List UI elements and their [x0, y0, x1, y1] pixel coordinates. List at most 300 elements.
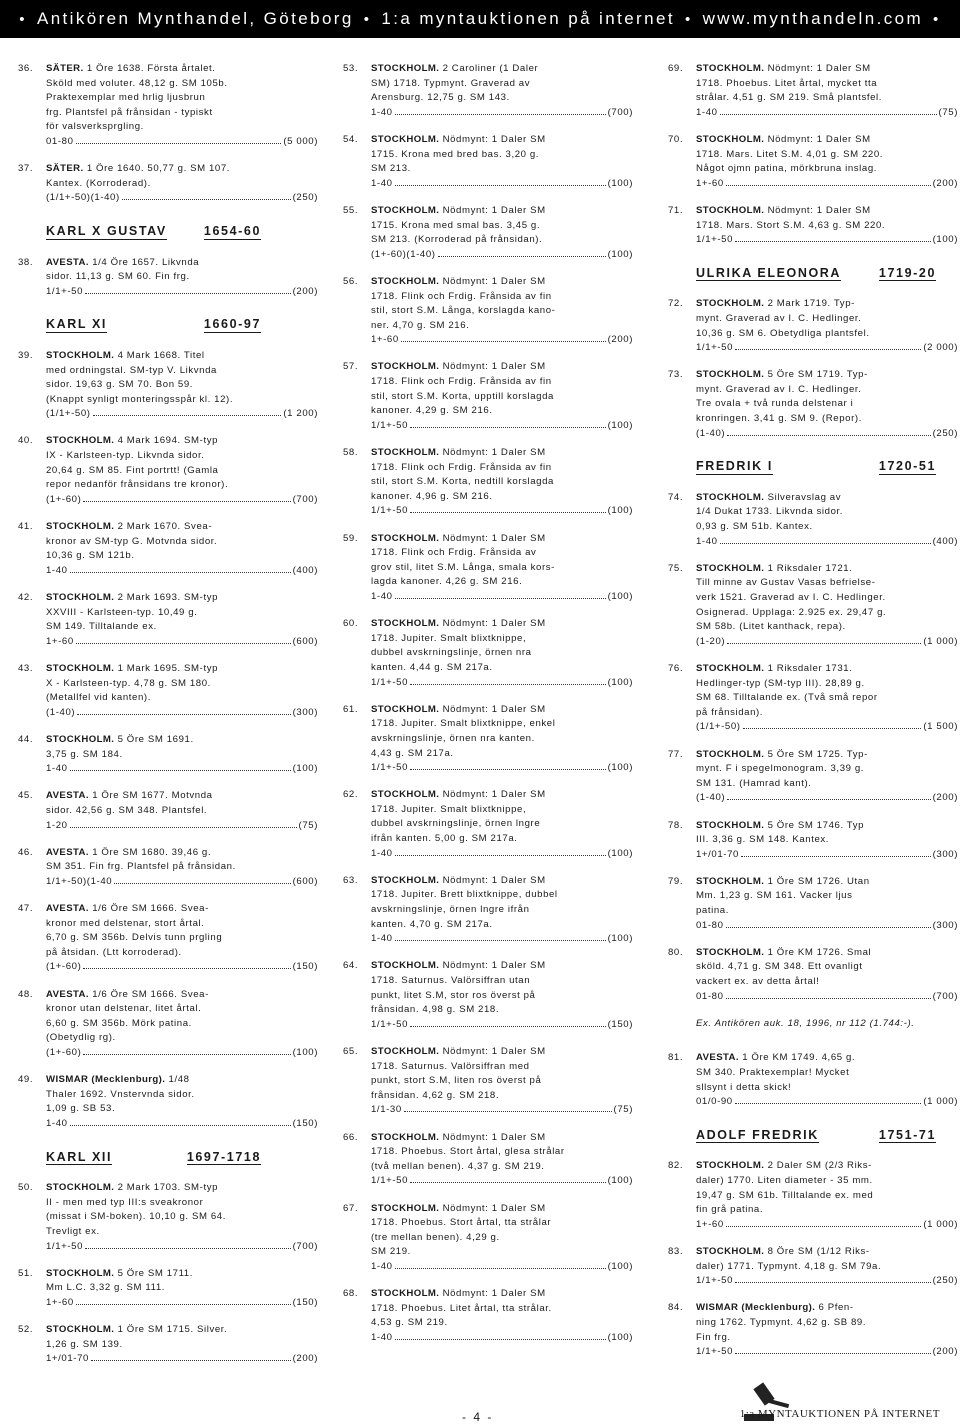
lot-line — [46, 662, 318, 677]
lot-grade: 1-40 — [371, 847, 393, 859]
lot-line: punkt, litet S.M, stor ros överst på — [371, 989, 536, 1001]
lot-entry[interactable] — [343, 703, 633, 776]
lot-description — [46, 520, 318, 578]
lot-number: 84. — [668, 1302, 684, 1314]
lot-grade-estimate — [696, 1274, 958, 1289]
lot-grade-estimate — [46, 285, 318, 300]
lot-estimate: (300) — [292, 706, 318, 718]
lot-entry[interactable] — [18, 1181, 318, 1254]
reign-title: KARL X GUSTAV — [46, 223, 167, 238]
lot-estimate: (100) — [607, 1260, 633, 1272]
page-number: - 4 - — [462, 1410, 494, 1424]
lot-mint: STOCKHOLM. — [371, 63, 440, 74]
lot-line — [696, 368, 958, 383]
lot-line — [696, 133, 958, 148]
lot-grade: (1-40) — [46, 706, 76, 718]
dot-leader — [720, 113, 937, 115]
lot-mint: STOCKHOLM. — [46, 733, 115, 745]
lot-grade: 1/1+-50 — [371, 419, 409, 431]
lot-line — [46, 1267, 318, 1282]
lot-line: stil, stort S.M. Korta, nedtill korslagda — [371, 476, 554, 488]
lot-line: 1718. Jupiter. Smalt blixtknippe, — [371, 632, 527, 644]
lot-description — [371, 1045, 633, 1118]
lot-line — [46, 902, 318, 917]
lot-line: repor nedanför frånsidans tre kronor). — [46, 479, 229, 491]
lot-mint: AVESTA. — [46, 790, 89, 802]
lot-entry[interactable] — [343, 959, 633, 1032]
lot-description — [371, 617, 633, 690]
lot-text: 5 Öre SM 1711. — [117, 1267, 194, 1279]
lot-description — [696, 946, 958, 1004]
dot-leader — [85, 292, 291, 294]
bullet: • — [19, 10, 27, 28]
lot-line: kanoner. 4,96 g. SM 216. — [371, 490, 493, 502]
lot-number: 73. — [668, 369, 684, 381]
lot-estimate: (1 000) — [923, 1096, 958, 1108]
lot-entry[interactable] — [668, 875, 958, 933]
lot-entry[interactable] — [343, 617, 633, 690]
lot-line: IX - Karlsteen-typ. Likvnda sidor. — [46, 450, 205, 462]
lot-number: 77. — [668, 748, 684, 760]
lot-line — [46, 349, 318, 364]
lot-grade: 01-80 — [696, 990, 724, 1002]
dot-leader — [91, 1359, 291, 1361]
lot-estimate: (700) — [292, 493, 318, 505]
lot-entry[interactable] — [343, 360, 633, 433]
lot-line: frånsidan. 4,98 g. SM 218. — [371, 1004, 500, 1016]
lot-line: 1718. Phoebus. Litet årtal, tta strålar. — [371, 1302, 552, 1314]
bullet: • — [363, 10, 372, 28]
lot-mint: AVESTA. — [46, 988, 89, 1000]
lot-line: III. 3,36 g. SM 148. Kantex. — [696, 834, 830, 846]
lot-grade-estimate — [371, 1103, 633, 1118]
lot-line: 1718. Flink och Frdig. Frånsida av fin — [371, 461, 552, 473]
lot-text: 1 Öre SM 1726. Utan — [767, 875, 870, 887]
lot-entry[interactable] — [18, 1073, 318, 1131]
lot-description — [696, 62, 958, 120]
lot-text: Nödmynt: 1 Daler SM — [442, 1288, 546, 1300]
lot-line: SM 68. Tilltalande ex. (Två små repor — [696, 692, 878, 704]
lot-grade-estimate — [696, 341, 958, 356]
lot-grade-estimate — [46, 135, 318, 150]
lot-grade-estimate — [696, 177, 958, 192]
lot-text: 1 Mark 1695. SM-typ — [117, 662, 219, 674]
lot-grade: 1-40 — [696, 535, 718, 547]
lot-line: SM 149. Tilltalande ex. — [46, 621, 157, 633]
lot-estimate: (100) — [607, 419, 633, 431]
lot-entry[interactable] — [668, 1159, 958, 1232]
lot-grade-estimate — [371, 1331, 633, 1346]
lot-number: 63. — [343, 874, 359, 886]
lot-text: Nödmynt: 1 Daler SM — [442, 874, 546, 886]
reign-heading — [696, 266, 936, 282]
lot-entry[interactable] — [343, 204, 633, 262]
lot-grade: 1+/01-70 — [696, 848, 739, 860]
lot-line: (två mellan benen). 4,37 g. SM 219. — [371, 1160, 545, 1172]
lot-entry[interactable] — [668, 562, 958, 650]
lot-grade: 1/1+-50 — [371, 676, 409, 688]
dot-leader — [83, 500, 290, 502]
dot-leader — [727, 434, 930, 436]
lot-line — [696, 946, 958, 961]
lot-grade: 1-40 — [371, 106, 393, 118]
lot-text: Nödmynt: 1 Daler SM — [442, 1045, 546, 1057]
lot-line: frånsidan. 4,62 g. SM 218. — [371, 1089, 500, 1101]
lot-grade: 01-80 — [696, 919, 724, 931]
lot-text: 1 Öre SM 1677. Motvnda — [92, 790, 213, 802]
lot-entry[interactable] — [343, 874, 633, 947]
lot-mint: STOCKHOLM. — [371, 1131, 440, 1143]
dot-leader — [735, 1281, 931, 1283]
lot-description — [371, 1202, 633, 1275]
lot-line — [371, 275, 633, 290]
reign-title: ULRIKA ELEONORA — [696, 265, 842, 280]
lot-text: 2 Caroliner (1 Daler — [442, 63, 539, 74]
lot-description — [46, 434, 318, 507]
dot-leader — [726, 184, 931, 186]
lot-grade: 1/1+-50 — [696, 234, 734, 246]
lot-line: verk 1521. Graverad av I. C. Hedlinger. — [696, 592, 886, 603]
lot-line: 3,75 g. SM 184. — [46, 748, 123, 760]
lot-entry[interactable] — [343, 1131, 633, 1189]
lot-grade: 1-40 — [46, 1117, 68, 1129]
lot-text: Nödmynt: 1 Daler SM — [442, 532, 546, 544]
lot-grade: (1+-60) — [46, 493, 82, 505]
lot-grade: 1/1+-50 — [371, 762, 409, 774]
lot-entry[interactable] — [343, 446, 633, 519]
lot-entry[interactable] — [343, 275, 633, 348]
lot-line: sköld. 4,71 g. SM 348. Ett ovanligt — [696, 961, 863, 973]
lot-text: Nödmynt: 1 Daler SM — [442, 1202, 546, 1214]
lot-line: 1718. Jupiter. Smalt blixtknippe, enkel — [371, 718, 556, 730]
lot-entry[interactable] — [343, 1045, 633, 1118]
dot-leader — [76, 142, 282, 144]
lot-mint: STOCKHOLM. — [371, 1202, 440, 1214]
dot-leader — [83, 967, 290, 969]
lot-entry[interactable] — [343, 1287, 633, 1345]
lot-grade-estimate — [696, 848, 958, 863]
lot-mint: STOCKHOLM. — [46, 592, 115, 603]
lot-number: 78. — [668, 819, 684, 831]
lot-number: 43. — [18, 662, 34, 674]
banner-website[interactable]: www.mynthandeln.com — [702, 9, 924, 28]
lot-description — [46, 62, 318, 150]
lot-number: 55. — [343, 204, 359, 216]
lot-line: 20,64 g. SM 85. Fint portrtt! (Gamla — [46, 464, 219, 476]
lot-text: 1 Riksdaler 1731. — [767, 662, 853, 674]
lot-text: Nödmynt: 1 Daler SM — [442, 361, 546, 373]
lot-description — [46, 1323, 318, 1367]
lot-number: 66. — [343, 1131, 359, 1143]
lot-grade-estimate — [696, 919, 958, 934]
lot-line: Kantex. (Korroderad). — [46, 177, 151, 189]
lot-entry[interactable] — [18, 520, 318, 578]
lot-estimate: (150) — [292, 1296, 318, 1308]
lot-entry[interactable] — [18, 256, 318, 300]
lot-mint: STOCKHOLM. — [696, 491, 765, 503]
lot-entry[interactable] — [343, 788, 633, 861]
lot-description — [46, 1267, 318, 1311]
lot-line: (Metallfel vid kanten). — [46, 692, 151, 704]
lot-line — [371, 703, 633, 718]
lot-entry[interactable] — [668, 662, 958, 735]
dot-leader — [727, 798, 930, 800]
lot-entry[interactable] — [668, 1301, 958, 1359]
lot-line — [46, 434, 318, 449]
lot-line: daler) 1770. Liten diameter - 35 mm. — [696, 1174, 873, 1186]
reign-years: 1720-51 — [878, 459, 936, 474]
banner-shop-name: Antikören Mynthandel, Göteborg — [36, 9, 354, 28]
lot-line: ifrån kanten. 5,00 g. SM 217a. — [371, 833, 518, 845]
lot-estimate: (100) — [607, 847, 633, 859]
bullet: • — [933, 10, 941, 28]
lot-text: Silveravslag av — [767, 491, 842, 503]
dot-leader — [122, 198, 291, 200]
lot-entry[interactable] — [18, 349, 318, 422]
lot-line: 6,60 g. SM 356b. Mörk patina. — [46, 1017, 192, 1029]
lot-number: 60. — [343, 618, 359, 630]
lot-mint: STOCKHOLM. — [371, 275, 440, 287]
lot-line — [696, 562, 958, 577]
lot-line: Tre ovala + två runda delstenar i — [696, 398, 854, 410]
lot-number: 76. — [668, 662, 684, 674]
lot-entry[interactable] — [668, 297, 958, 355]
lot-entry[interactable] — [668, 748, 958, 806]
lot-estimate: (100) — [607, 676, 633, 688]
lot-text: 6 Pfen- — [818, 1302, 854, 1314]
dot-leader — [743, 727, 922, 729]
lot-number: 46. — [18, 846, 34, 858]
dot-leader — [727, 642, 921, 644]
lot-entry[interactable] — [668, 491, 958, 549]
lot-description — [371, 204, 633, 262]
lot-entry[interactable] — [343, 1202, 633, 1275]
lot-grade-estimate — [371, 932, 633, 947]
lot-number: 56. — [343, 275, 359, 287]
lot-line: kronor med delstenar, stort årtal. — [46, 917, 205, 929]
lot-line: SM 58b. (Litet kanthack, repa). — [696, 621, 846, 633]
lot-entry[interactable] — [18, 846, 318, 890]
lot-line: kronor utan delstenar, litet årtal. — [46, 1003, 202, 1015]
lot-number: 70. — [668, 133, 684, 145]
lot-description — [371, 275, 633, 348]
lot-estimate: (250) — [292, 192, 318, 204]
lot-line: 1715. Krona med smal bas. 3,45 g. — [371, 219, 541, 231]
lot-text: Nödmynt: 1 Daler SM — [767, 204, 871, 216]
dot-leader — [76, 642, 291, 644]
lot-entry[interactable] — [668, 1051, 958, 1109]
lot-grade: 1/1+-50 — [46, 285, 84, 297]
lot-grade-estimate — [46, 407, 318, 422]
lot-entry[interactable] — [18, 62, 318, 150]
dot-leader — [410, 1181, 606, 1183]
lot-line: frg. Plantsfel på frånsidan - typiskt — [46, 106, 213, 118]
lot-entry[interactable] — [343, 62, 633, 120]
lot-mint: SÄTER. — [46, 63, 84, 74]
lot-entry[interactable] — [18, 162, 318, 206]
lot-line — [371, 1202, 633, 1217]
lot-grade: 01/0-90 — [696, 1096, 733, 1108]
lot-entry[interactable] — [668, 819, 958, 863]
lot-entry[interactable] — [668, 368, 958, 441]
lot-grade-estimate — [696, 427, 958, 442]
lot-number: 80. — [668, 946, 684, 958]
bullet: • — [684, 10, 693, 28]
lot-text: 1 Öre SM 1715. Silver. — [117, 1324, 228, 1336]
lot-description — [46, 256, 318, 300]
lot-grade-estimate — [46, 493, 318, 508]
lot-entry[interactable] — [18, 902, 318, 975]
lot-text: Nödmynt: 1 Daler SM — [442, 204, 546, 216]
lot-line: II - men med typ III:s sveakronor — [46, 1196, 204, 1208]
lot-entry[interactable] — [18, 733, 318, 777]
lot-line: Mm. 1,23 g. SM 161. Vacker ljus — [696, 890, 853, 902]
lot-entry[interactable] — [18, 1267, 318, 1311]
lot-description — [696, 491, 958, 549]
lot-number: 41. — [18, 521, 34, 533]
dot-leader — [85, 1247, 291, 1249]
lot-number: 69. — [668, 63, 684, 74]
lot-entry[interactable] — [18, 1323, 318, 1367]
lot-grade-estimate — [371, 590, 633, 605]
lot-line: ning 1762. Typmynt. 4,62 g. SB 89. — [696, 1316, 867, 1328]
lot-mint: STOCKHOLM. — [371, 618, 440, 630]
lot-grade-estimate — [46, 706, 318, 721]
lot-entry[interactable] — [668, 133, 958, 191]
lot-grade: 1+-60 — [46, 1296, 74, 1308]
lot-line: 19,47 g. SM 61b. Tilltalande ex. med — [696, 1189, 874, 1201]
lot-line — [371, 874, 633, 889]
lot-estimate: (600) — [292, 635, 318, 647]
lot-text: 1 Riksdaler 1721. — [767, 562, 853, 574]
lot-entry[interactable] — [668, 946, 958, 1004]
lot-number: 50. — [18, 1182, 34, 1194]
lot-mint: AVESTA. — [46, 846, 89, 858]
lot-line: Thaler 1692. Vnstervnda sidor. — [46, 1088, 195, 1100]
lot-grade-estimate — [371, 419, 633, 434]
dot-leader — [735, 240, 931, 242]
lot-description — [371, 62, 633, 120]
lot-number: 62. — [343, 789, 359, 801]
lot-entry[interactable] — [18, 591, 318, 649]
lot-entry[interactable] — [18, 434, 318, 507]
lot-line — [371, 1045, 633, 1060]
lot-line — [46, 846, 318, 861]
dot-leader — [438, 255, 606, 257]
lot-line: 1718. Phoebus. Stort årtal, glesa strålar — [371, 1146, 565, 1158]
lot-mint: STOCKHOLM. — [696, 204, 765, 216]
lot-line — [46, 591, 318, 606]
lot-entry[interactable] — [668, 204, 958, 248]
lot-line: avskrningslinje, örnen nra kanten. — [371, 732, 535, 744]
lot-line — [46, 256, 318, 271]
lot-line: 6,70 g. SM 356b. Delvis tunn prgling — [46, 932, 223, 944]
lot-line: Fin frg. — [696, 1331, 731, 1343]
dot-leader — [395, 939, 606, 941]
lot-grade: (1-20) — [696, 635, 726, 647]
lot-grade-estimate — [696, 635, 958, 650]
lot-grade: 1/1+-50 — [371, 1175, 409, 1187]
lot-text: Nödmynt: 1 Daler SM — [767, 63, 871, 74]
lot-number: 72. — [668, 298, 684, 310]
lot-grade-estimate — [46, 191, 318, 206]
lot-estimate: (400) — [932, 535, 958, 547]
lot-description — [371, 532, 633, 605]
lot-line: SM 219. — [371, 1246, 411, 1258]
dot-leader — [395, 184, 606, 186]
lot-grade-estimate — [696, 535, 958, 550]
lot-line — [371, 788, 633, 803]
lot-estimate: (100) — [607, 933, 633, 945]
lot-estimate: (300) — [932, 919, 958, 931]
lot-entry[interactable] — [343, 532, 633, 605]
lot-description — [46, 1181, 318, 1254]
lot-description — [371, 1287, 633, 1345]
lot-line: 1718. Flink och Frdig. Frånsida av fin — [371, 290, 552, 302]
lot-entry[interactable] — [668, 62, 958, 120]
lot-line — [696, 204, 958, 219]
lot-text: Nödmynt: 1 Daler SM — [442, 703, 546, 715]
lot-grade: 1-40 — [371, 1331, 393, 1343]
dot-leader — [726, 997, 931, 999]
lot-entry[interactable] — [18, 662, 318, 720]
reign-years: 1654-60 — [203, 223, 261, 238]
lot-description — [696, 368, 958, 441]
dot-leader — [410, 426, 606, 428]
lot-text: 2 Mark 1693. SM-typ — [117, 592, 219, 603]
lot-mint: STOCKHOLM. — [696, 1160, 765, 1172]
lot-estimate: (250) — [932, 427, 958, 439]
lot-line: dubbel avskrningslinje, örnen nra — [371, 647, 532, 659]
lot-line: med ordningstal. SM-typ V. Likvnda — [46, 364, 217, 376]
lot-entry[interactable] — [18, 988, 318, 1061]
lot-line: SM 340. Praktexemplar! Mycket — [696, 1067, 850, 1078]
lot-description — [696, 204, 958, 248]
lot-grade-estimate — [371, 1260, 633, 1275]
lot-line: mynt. F i spegelmonogram. 3,39 g. — [696, 763, 865, 775]
lot-mint: WISMAR (Mecklenburg). — [696, 1302, 816, 1314]
lot-entry[interactable] — [18, 789, 318, 833]
lot-estimate: (200) — [607, 334, 633, 346]
lot-description — [46, 1073, 318, 1131]
lot-line: daler) 1771. Typmynt. 4,18 g. SM 79a. — [696, 1260, 882, 1272]
reign-title: KARL XI — [46, 317, 107, 332]
lot-number: 59. — [343, 532, 359, 544]
lot-mint: STOCKHOLM. — [371, 532, 440, 544]
lot-estimate: (1 000) — [923, 1218, 958, 1230]
lot-line: (missat i SM-boken). 10,10 g. SM 64. — [46, 1211, 226, 1223]
lot-text: 1/4 Öre 1657. Likvnda — [92, 256, 200, 268]
lot-line — [371, 617, 633, 632]
lot-grade-estimate — [696, 720, 958, 735]
lot-line: SM 213. — [371, 163, 411, 175]
lot-entry[interactable] — [668, 1245, 958, 1289]
dot-leader — [726, 1225, 922, 1227]
lot-number: 37. — [18, 163, 34, 175]
lot-description — [46, 789, 318, 833]
lot-estimate: (1 000) — [923, 635, 958, 647]
lot-description — [696, 1301, 958, 1359]
lot-entry[interactable] — [343, 133, 633, 191]
lot-line: Något ojmn patina, mörkbruna inslag. — [696, 163, 878, 175]
lot-estimate: (75) — [298, 819, 318, 831]
catalog-column-1 — [18, 62, 318, 1379]
lot-line: mynt. Graverad av I. C. Hedlinger. — [696, 383, 862, 395]
lot-grade-estimate — [371, 177, 633, 192]
lot-line: 1718. Jupiter. Smalt blixtknippe, — [371, 803, 527, 815]
lot-line — [696, 491, 958, 506]
lot-line — [46, 1181, 318, 1196]
